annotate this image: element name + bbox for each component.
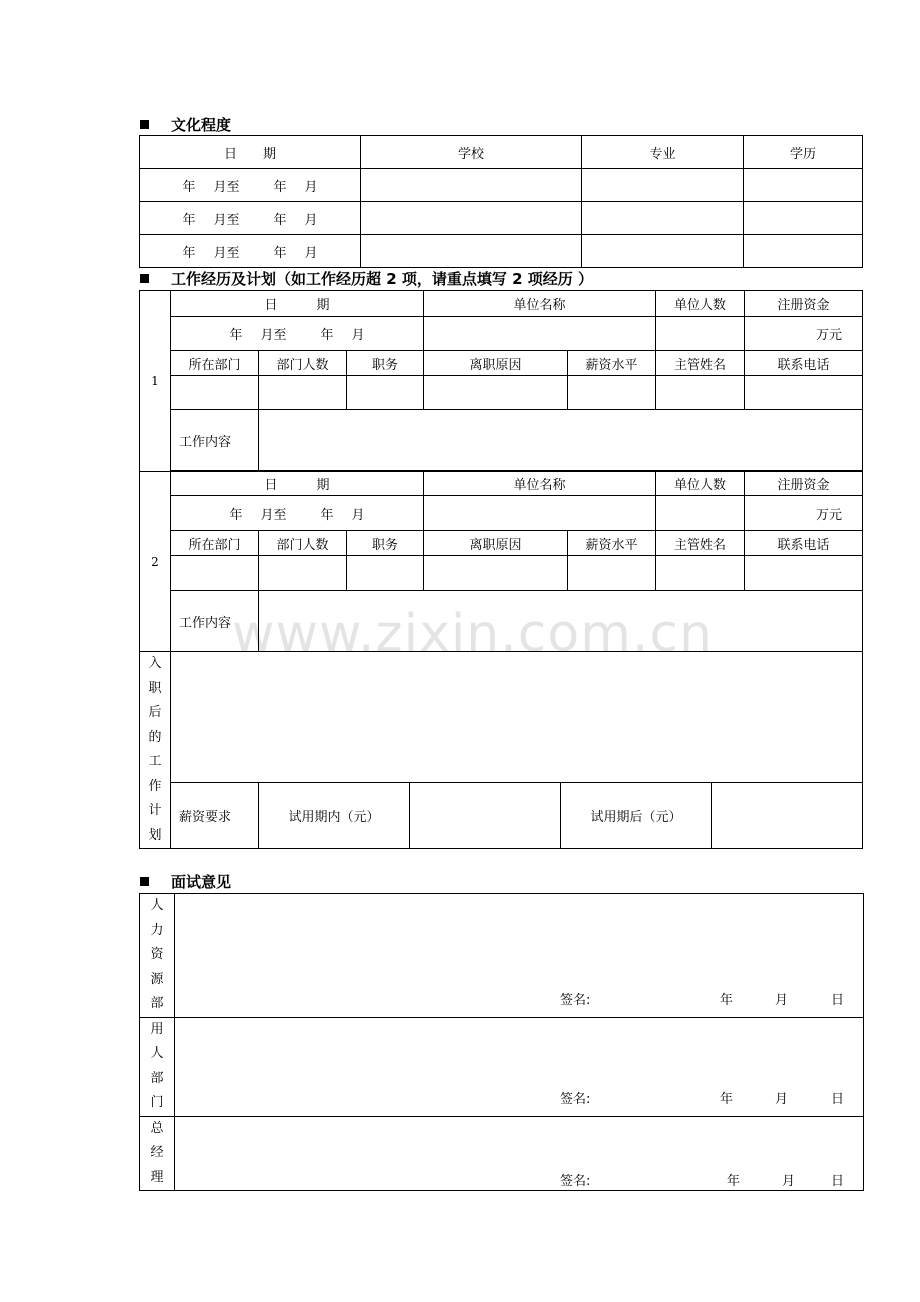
edu-date-cell[interactable]: 年 月至 年 月 xyxy=(140,235,361,268)
signature-label: 签名: xyxy=(560,1174,591,1189)
education-title-text: 文化程度 xyxy=(171,116,232,134)
probation-after-cell[interactable] xyxy=(712,782,863,848)
work-capital-cell[interactable]: 万元 xyxy=(745,317,863,351)
salary-level-cell[interactable] xyxy=(568,556,656,591)
work-table xyxy=(139,290,863,652)
square-bullet-icon xyxy=(140,877,149,886)
col-supervisor: 主管姓名 xyxy=(656,351,745,376)
year-label: 年 xyxy=(720,992,734,1008)
table-row xyxy=(140,556,863,591)
work-headcount-cell[interactable] xyxy=(656,317,745,351)
year-label: 年 xyxy=(727,1174,741,1189)
work-company-cell[interactable] xyxy=(424,496,656,531)
table-row xyxy=(140,376,863,410)
col-dept-headcount: 部门人数 xyxy=(259,351,347,376)
education-table xyxy=(139,135,863,268)
interview-title-text: 面试意见 xyxy=(171,873,232,891)
edu-major-cell[interactable] xyxy=(582,202,744,235)
year-label: 年 xyxy=(720,1091,734,1107)
work-date-label: 日 期 xyxy=(171,472,424,496)
work-content-label: 工作内容 xyxy=(171,591,259,652)
col-position: 职务 xyxy=(347,351,424,376)
work-headcount-cell[interactable] xyxy=(656,496,745,531)
supervisor-cell[interactable] xyxy=(656,376,745,410)
edu-header-school: 学校 xyxy=(361,136,582,169)
interview-section-title xyxy=(140,873,231,891)
month-label: 月 xyxy=(775,992,789,1008)
work-title-text: 工作经历及计划（如工作经历超 2 项，请重点填写 2 项经历 ） xyxy=(171,270,593,288)
work-capital-cell[interactable]: 万元 xyxy=(745,496,863,531)
edu-header-degree: 学历 xyxy=(744,136,863,169)
edu-header-major: 专业 xyxy=(582,136,744,169)
hiring-dept-label: 用 人 部 门 xyxy=(140,1017,175,1116)
work-entry-index: 2 xyxy=(140,472,171,652)
work-company-label: 单位名称 xyxy=(424,472,656,496)
position-cell[interactable] xyxy=(347,556,424,591)
signature-label: 签名: xyxy=(560,1091,591,1107)
edu-date-cell[interactable]: 年 月至 年 月 xyxy=(140,169,361,202)
salary-requirement-label: 薪资要求 xyxy=(171,782,259,848)
work-company-label: 单位名称 xyxy=(424,291,656,317)
work-plan-cell[interactable] xyxy=(171,652,863,783)
work-content-label: 工作内容 xyxy=(171,410,259,471)
work-date-cell[interactable]: 年 月至 年 月 xyxy=(171,496,424,531)
work-date-label: 日 期 xyxy=(171,291,424,317)
watermark-text: www.zixin.com.cn xyxy=(232,604,713,664)
col-salary-level: 薪资水平 xyxy=(568,531,656,556)
work-plan-label: 入 职 后 的 工 作 计 划 xyxy=(140,652,171,849)
col-dept-headcount: 部门人数 xyxy=(259,531,347,556)
signature-label: 签名: xyxy=(560,992,591,1008)
edu-major-cell[interactable] xyxy=(582,235,744,268)
department-cell[interactable] xyxy=(171,376,259,410)
col-salary-level: 薪资水平 xyxy=(568,351,656,376)
col-supervisor: 主管姓名 xyxy=(656,531,745,556)
probation-in-label: 试用期内（元） xyxy=(259,782,410,848)
col-department: 所在部门 xyxy=(171,351,259,376)
day-label: 日 xyxy=(831,1091,845,1107)
work-entry-index: 1 xyxy=(140,291,171,472)
edu-major-cell[interactable] xyxy=(582,169,744,202)
day-label: 日 xyxy=(831,1174,845,1189)
col-position: 职务 xyxy=(347,531,424,556)
edu-degree-cell[interactable] xyxy=(744,169,863,202)
edu-school-cell[interactable] xyxy=(361,202,582,235)
edu-header-date: 日 期 xyxy=(140,136,361,169)
square-bullet-icon xyxy=(140,274,149,283)
month-label: 月 xyxy=(782,1174,796,1189)
leave-reason-cell[interactable] xyxy=(424,556,568,591)
table-row xyxy=(140,235,863,268)
edu-degree-cell[interactable] xyxy=(744,235,863,268)
salary-level-cell[interactable] xyxy=(568,376,656,410)
work-content-cell[interactable] xyxy=(259,591,863,652)
edu-date-cell[interactable]: 年 月至 年 月 xyxy=(140,202,361,235)
hr-dept-label: 人 力 资 源 部 xyxy=(140,894,175,1018)
hiring-dept-opinion-cell[interactable] xyxy=(175,1017,864,1116)
work-capital-label: 注册资金 xyxy=(745,291,863,317)
day-label: 日 xyxy=(831,992,845,1008)
col-leave-reason: 离职原因 xyxy=(424,351,568,376)
work-headcount-label: 单位人数 xyxy=(656,472,745,496)
col-phone: 联系电话 xyxy=(745,351,863,376)
education-section-title xyxy=(140,116,231,134)
leave-reason-cell[interactable] xyxy=(424,376,568,410)
department-cell[interactable] xyxy=(171,556,259,591)
work-content-cell[interactable] xyxy=(259,410,863,471)
table-row xyxy=(140,202,863,235)
phone-cell[interactable] xyxy=(745,376,863,410)
phone-cell[interactable] xyxy=(745,556,863,591)
supervisor-cell[interactable] xyxy=(656,556,745,591)
probation-after-label: 试用期后（元） xyxy=(561,782,712,848)
gm-label: 总 经 理 xyxy=(140,1116,175,1191)
edu-school-cell[interactable] xyxy=(361,235,582,268)
probation-in-cell[interactable] xyxy=(410,782,561,848)
table-row xyxy=(140,169,863,202)
work-company-cell[interactable] xyxy=(424,317,656,351)
position-cell[interactable] xyxy=(347,376,424,410)
hr-opinion-cell[interactable] xyxy=(175,894,864,1018)
edu-school-cell[interactable] xyxy=(361,169,582,202)
work-plan-table xyxy=(139,651,863,849)
month-label: 月 xyxy=(775,1091,789,1107)
work-headcount-label: 单位人数 xyxy=(656,291,745,317)
dept-headcount-cell[interactable] xyxy=(259,376,347,410)
work-section-title xyxy=(140,270,593,288)
col-phone: 联系电话 xyxy=(745,531,863,556)
edu-degree-cell[interactable] xyxy=(744,202,863,235)
col-leave-reason: 离职原因 xyxy=(424,531,568,556)
dept-headcount-cell[interactable] xyxy=(259,556,347,591)
gm-opinion-cell[interactable] xyxy=(175,1116,864,1191)
interview-table xyxy=(139,893,864,1191)
work-date-cell[interactable]: 年 月至 年 月 xyxy=(171,317,424,351)
col-department: 所在部门 xyxy=(171,531,259,556)
square-bullet-icon xyxy=(140,120,149,129)
work-capital-label: 注册资金 xyxy=(745,472,863,496)
